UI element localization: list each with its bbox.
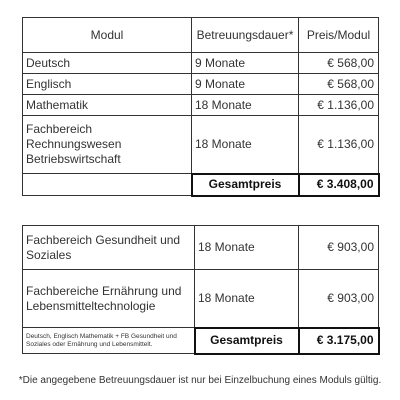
row-modul: Fachbereich Gesundheit und Soziales [23,226,195,270]
total-label: Gesamtpreis [192,174,299,196]
table-row [23,53,379,74]
table-row [23,74,379,95]
package-note: Deutsch, Englisch Mathematik + FB Gesundheit und Soziales oder Ernährung und Lebensmittelt. [23,328,195,354]
row-preis: € 568,00 [299,74,379,95]
row-preis: € 1.136,00 [299,95,379,116]
row-dauer: 18 Monate [192,95,299,116]
header-modul: Modul [23,18,192,53]
row-preis: € 903,00 [299,270,379,328]
row-modul: Englisch [23,74,192,95]
footnote: *Die angegebene Betreuungsdauer ist nur bei Einzelbuchung eines Moduls gültig. [18,375,382,386]
table-row [23,116,379,174]
row-preis: € 1.136,00 [299,116,379,174]
price-table-1 [22,17,380,197]
table-row [23,226,379,270]
row-modul: Fachbereich Rechnungswesen Betriebswirtschaft [23,116,192,174]
row-dauer: 9 Monate [192,53,299,74]
row-modul: Mathematik [23,95,192,116]
row-dauer: 9 Monate [192,74,299,95]
row-dauer: 18 Monate [192,116,299,174]
total-row [23,328,379,354]
total-value: € 3.175,00 [299,328,379,354]
total-row [23,174,379,196]
row-preis: € 903,00 [299,226,379,270]
table-row [23,270,379,328]
price-table-2 [22,225,380,355]
row-preis: € 568,00 [299,53,379,74]
table-row [23,95,379,116]
header-betreuungsdauer: Betreuungsdauer* [192,18,299,53]
total-value: € 3.408,00 [299,174,379,196]
total-label: Gesamtpreis [195,328,299,354]
row-dauer: 18 Monate [195,270,299,328]
row-modul: Fachbereiche Ernährung und Lebensmitteltechnologie [23,270,195,328]
header-preis: Preis/Modul [299,18,379,53]
total-empty-cell [23,174,192,196]
row-dauer: 18 Monate [195,226,299,270]
table-header-row [23,18,379,53]
row-modul: Deutsch [23,53,192,74]
